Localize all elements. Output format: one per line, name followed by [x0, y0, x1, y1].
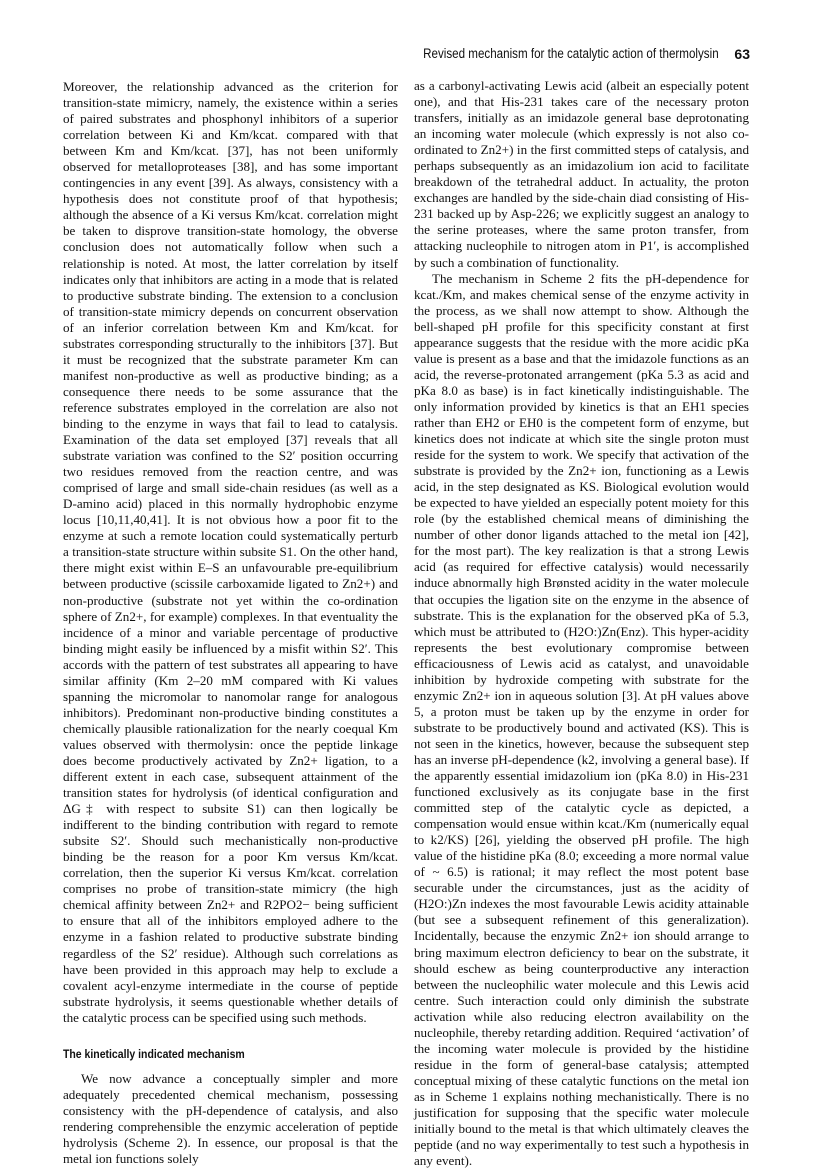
- right-paragraph-1: as a carbonyl-activating Lewis acid (albeit an especially potent one), and that His-231 takes care of the necessary proton transfers, initially as an imidazole general base deprotonating an incoming water molecule (which expressly is not also co-ordinated to Zn2+) in the first committed steps of catalysis, and perhaps subsequently as an imidazolium ion acid to facilitate breakdown of the tetrahedral adduct. In actuality, the proton exchanges are handled by the side-chain diad consisting of His-231 backed up by Asp-226; we explicitly suggest an analogy to the serine proteases, where the same proton transfer, from attacking nucleophile to nitrogen atom in P1′, is accomplished by such a combination of functionality.: [414, 78, 749, 270]
- page-number: 63: [734, 46, 750, 62]
- left-column: [63, 79, 398, 1167]
- section-heading: The kinetically indicated mechanism: [63, 1046, 245, 1061]
- left-paragraph-1: Moreover, the relationship advanced as the criterion for transition-state mimicry, namely, the existence within a series of paired substrates and phosphonyl inhibitors of a superior correlation between Ki and Km/kcat. compared with that between Km and Km/kcat. [37], has not been uniformly observed for metalloproteases [38], and has some important contingencies in any event [39]. As always, consistency with a hypothesis does not constitute proof of that hypothesis; although the absence of a Ki versus Km/kcat. correlation might be taken to disprove transition-state homology, the obverse conclusion does not automatically follow when such a relationship is noted. At most, the latter correlation by itself indicates only that inhibitors are acting in a mode that is related to productive substrate binding. The extension to a conclusion of transition-state mimicry depends on concurrent observation of an inferior correlation between Km and Km/kcat. for substrates corresponding structurally to the inhibitors [37]. But it must be recognized that the substrate parameter Km can manifest non-productive as well as productive binding; as a consequence there needs to be some assurance that the reference substrates employed in the correlation are also not binding to the enzyme in ways that fail to lead to catalysis. Examination of the data set employed [37] reveals that all substrate variation was confined to the S2′ position occurring two residues removed from the reaction centre, and was comprised of large and small side-chain residues (as well as a D-amino acid) placed in this normally hydrophobic enzyme locus [10,11,40,41]. It is not obvious how a poor fit to the enzyme at such a remote location could systematically perturb a transition-state structure within subsite S1. On the other hand, there might exist within E–S an unfavourable pre-equilibrium between productive (scissile carboxamide ligated to Zn2+) and non-productive (substrate not yet within the co-ordination sphere of Zn2+, for example) complexes. In that eventuality the incidence of a minor and variable percentage of productive binding might easily be influenced by a misfit within S2′. This accords with the pattern of test substrates all appearing to have similar affinity (Km 2–20 mM compared with Ki values spanning the micromolar to nanomolar range for analogous inhibitors). Predominant non-productive binding constitutes a chemically plausible rationalization for the nearly coequal Km values observed with thermolysin: once the peptide linkage does become productively activated by Zn2+ ligation, to a different extent in each case, subsequent attainment of the transition states for hydrolysis (of identical configuration and ΔG‡ with respect to subsite S1) can then logically be indifferent to the binding contribution with regard to remote subsite S2′. Should such mechanistically non-productive binding be the reason for a poor Km versus Km/kcat. correlation, then the superior Ki versus Km/kcat. correlation comprises no probe of transition-state mimicry (the high chemical affinity between Zn2+ and R2PO2− being sufficient to ensure that all of the inhibitors employed adhere to the enzyme in a fashion related to productive substrate binding regardless of the S2′ residue). Although such correlations as have been provided in this approach may help to exclude a covalent acyl-enzyme intermediate in the course of peptide substrate hydrolysis, it seems questionable whether details of the catalytic process can be specified using such methods.: [63, 79, 398, 1025]
- right-column: [414, 78, 749, 1169]
- running-title: Revised mechanism for the catalytic action of thermolysin: [423, 46, 719, 61]
- left-paragraph-2: We now advance a conceptually simpler and more adequately precedented chemical mechanism, possessing consistency with the pH-dependence of catalysis, and also rendering comprehensible the enzymic acceleration of peptide hydrolysis (Scheme 2). In essence, our proposal is that the metal ion functions solely: [63, 1070, 398, 1167]
- right-paragraph-2: The mechanism in Scheme 2 fits the pH-dependence for kcat./Km, and makes chemical sense of the enzyme activity in the process, as we shall now attempt to show. Although the bell-shaped pH profile for this specificity constant at first appearance suggests that the residue with the more acidic pKa value is present as a base and that the imidazole functions as an acid, the reverse-protonated arrangement (pKa 5.3 as acid and pKa 8.0 as base) is in fact kinetically indistinguishable. The only information provided by kinetics is that an EH1 species rather than EH2 or EH0 is the competent form of enzyme, but kinetics does not indicate at which site the single proton must reside for the system to work. We specify that activation of the substrate is provided by the Zn2+ ion, functioning as a Lewis acid, in the step designated as KS. Biological evolution would be expected to have yielded an especially potent moiety for this role (by the established chemical means of diminishing the number of other donor ligands attached to the metal ion [42], for the most part). The key realization is that a strong Lewis acid (as required for effective catalysis) would necessarily induce abnormally high Brønsted acidity in the water molecule that occupies the ligation site on the enzyme in the absence of substrate. This is the explanation for the observed pKa of 5.3, which must be attributed to (H2O:)Zn(Enz). This hyper-acidity represents the best evolutionary compromise between efficaciousness of Lewis acid as catalyst, and unavoidable inhibition by hydroxide competing with substrate for the enzymic Zn2+ ion in aqueous solution [3]. At pH values above 5, a proton must be taken up by the enzyme in order for substrate to be productively bound and activated (KS). This is not seen in the kinetics, however, because the subsequent step has an inverse pH-dependence (k2, involving a general base). If the apparently essential imidazolium ion (pKa 8.0) in His-231 functioned exclusively as its conjugate base in the first committed step of the catalytic cycle as depicted, a compensation would ensue within kcat./Km (numerically equal to k2/KS) [26], yielding the observed pH profile. The high value of the histidine pKa (8.0; exceeding a more normal value of ~ 6.5) is rational; it may reflect the most potent base securable under the circumstances, just as the acidity of (H2O:)Zn indexes the most favourable Lewis acidity attainable (but see a subsequent refinement of this generalization). Incidentally, because the enzymic Zn2+ ion should arrange to bring maximum electron deficiency to bear on the substrate, it should eschew as being counterproductive any interaction between the nucleophilic water molecule and this Lewis acid centre. Such interaction could only diminish the substrate activation while also reducing electron availability on the nucleophile, thereby retarding addition. Required ‘activation’ of the incoming water molecule is provided by the histidine residue in the form of general-base catalysis; attempted conceptual mixing of these catalytic functions on the metal ion as in Scheme 1 explains nothing mechanistically. There is no justification for supposing that the specific water molecule initially bound to the metal is that which ultimately cleaves the peptide (and no way experimentally to test such a hypothesis in any event).: [414, 270, 749, 1169]
- running-header: [0, 46, 816, 70]
